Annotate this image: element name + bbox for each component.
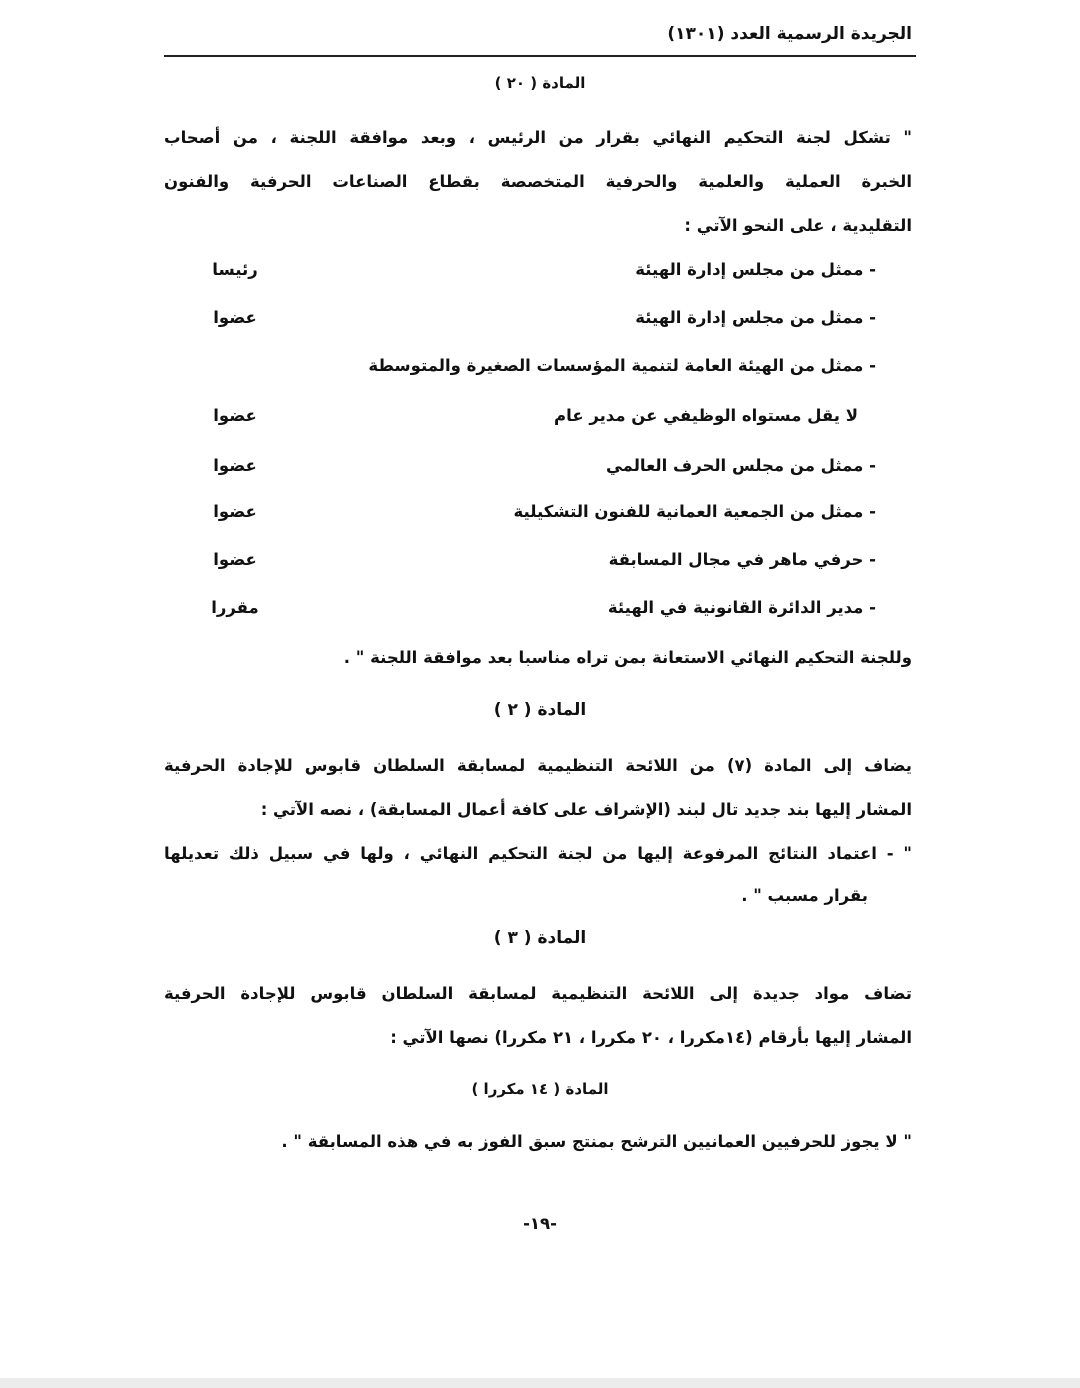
header-divider xyxy=(164,55,916,57)
article-20-intro-line-2: الخبرة العملية والعلمية والحرفية المتخصصة بقطاع الصناعات الحرفية والفنون xyxy=(164,172,912,191)
member-item: - ممثل من مجلس الحرف العالمي xyxy=(605,456,876,475)
member-role: عضوا xyxy=(213,406,257,425)
article-2-line-4: بقرار مسبب " . xyxy=(741,886,868,905)
gazette-header: الجريدة الرسمية العدد (١٣٠١) xyxy=(667,24,912,44)
page-number: -١٩- xyxy=(523,1214,557,1233)
member-item: - ممثل من مجلس إدارة الهيئة xyxy=(635,308,876,327)
article-2-heading: المادة ( ٢ ) xyxy=(493,700,587,720)
member-item: - ممثل من مجلس إدارة الهيئة xyxy=(635,260,876,279)
member-item: - مدير الدائرة القانونية في الهيئة xyxy=(607,598,876,617)
article-14-bis-heading: المادة ( ١٤ مكررا ) xyxy=(471,1080,609,1098)
member-role: عضوا xyxy=(213,550,257,569)
member-item: - ممثل من الجمعية العمانية للفنون التشكيلية xyxy=(513,502,876,521)
member-role: عضوا xyxy=(213,456,257,475)
article-20-intro-line-3: التقليدية ، على النحو الآتي : xyxy=(684,216,912,235)
article-2-line-2: المشار إليها بند جديد تال لبند (الإشراف على كافة أعمال المسابقة) ، نصه الآتي : xyxy=(260,800,912,819)
member-role: رئيسا xyxy=(212,260,258,279)
member-role: عضوا xyxy=(213,502,257,521)
article-3-heading: المادة ( ٣ ) xyxy=(493,928,587,948)
member-role: مقررا xyxy=(211,598,259,617)
bottom-edge-band xyxy=(0,1378,1080,1388)
article-20-intro-line-1: " تشكل لجنة التحكيم النهائي بقرار من الرئيس ، وبعد موافقة اللجنة ، من أصحاب xyxy=(164,128,912,147)
article-3-line-1: تضاف مواد جديدة إلى اللائحة التنظيمية لمسابقة السلطان قابوس للإجادة الحرفية xyxy=(164,984,912,1003)
member-item: - حرفي ماهر في مجال المسابقة xyxy=(608,550,876,569)
article-2-line-3: " - اعتماد النتائج المرفوعة إليها من لجنة التحكيم النهائي ، ولها في سبيل ذلك تعديلها xyxy=(164,844,912,863)
article-2-line-1: يضاف إلى المادة (٧) من اللائحة التنظيمية لمسابقة السلطان قابوس للإجادة الحرفية xyxy=(164,756,913,775)
article-20-heading: المادة ( ٢٠ ) xyxy=(494,74,586,92)
article-14-bis-text: " لا يجوز للحرفيين العمانيين الترشح بمنتج سبق الفوز به في هذه المسابقة " . xyxy=(281,1132,912,1151)
member-item: - ممثل من الهيئة العامة لتنمية المؤسسات الصغيرة والمتوسطة xyxy=(368,356,876,375)
article-3-line-2: المشار إليها بأرقام (١٤مكررا ، ٢٠ مكررا ، ٢١ مكررا) نصها الآتي : xyxy=(390,1028,912,1047)
member-item: لا يقل مستواه الوظيفي عن مدير عام xyxy=(554,406,858,425)
article-20-closing: وللجنة التحكيم النهائي الاستعانة بمن تراه مناسبا بعد موافقة اللجنة " . xyxy=(343,648,912,667)
member-role: عضوا xyxy=(213,308,257,327)
